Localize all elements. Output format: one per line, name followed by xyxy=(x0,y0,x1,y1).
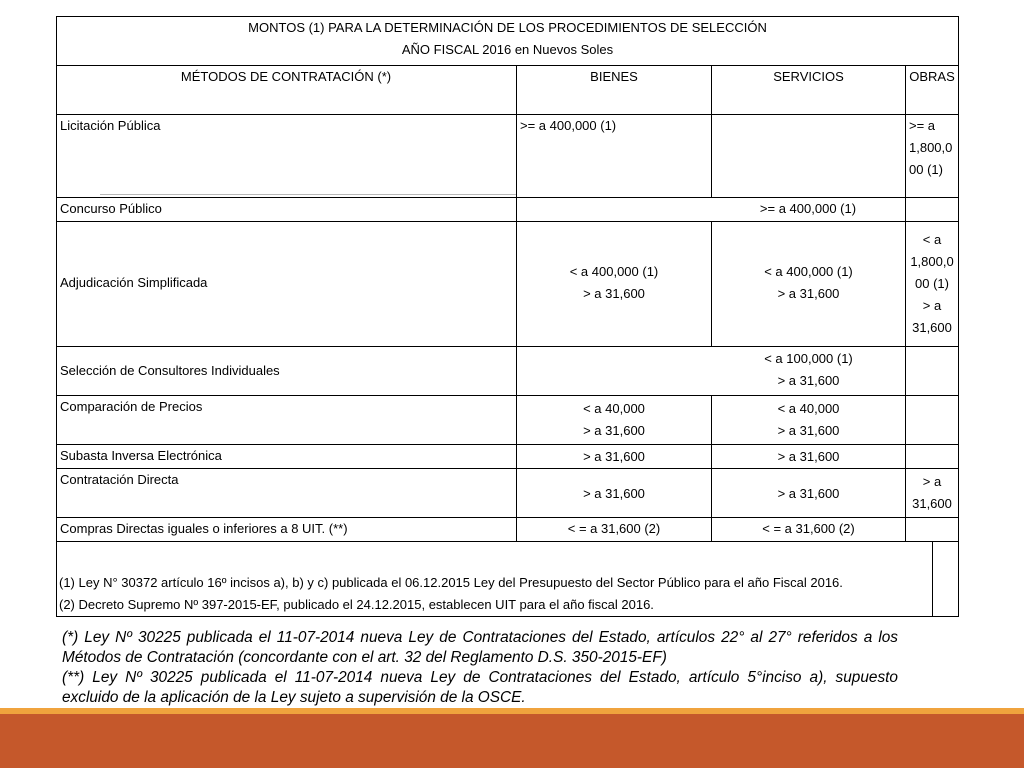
table-border-bottom xyxy=(56,616,959,617)
compras-servicios: < = a 31,600 (2) xyxy=(762,521,855,536)
directa-servicios: > a 31,600 xyxy=(777,486,840,501)
row-label-licitacion: Licitación Pública xyxy=(60,118,161,133)
header-servicios: SERVICIOS xyxy=(773,69,844,84)
adjudicacion-servicios: < a 400,000 (1) > a 31,600 xyxy=(764,264,853,301)
adjudicacion-obras: < a 1,800,0 00 (1) > a 31,600 xyxy=(910,232,954,335)
subasta-bienes: > a 31,600 xyxy=(583,449,645,464)
licitacion-bienes: >= a 400,000 (1) xyxy=(520,118,617,133)
table-note-1: (1) Ley N° 30372 artículo 16º incisos a), b) y c) publicada el 06.12.2015 Ley del Presupuesto del Sector Público para el año Fiscal 2016. xyxy=(59,575,843,590)
table-note-2: (2) Decreto Supremo Nº 397-2015-EF, publicado el 24.12.2015, establecen UIT para el año fiscal 2016. xyxy=(59,597,654,612)
adjudicacion-bienes: < a 400,000 (1) > a 31,600 xyxy=(569,264,659,301)
row-label-subasta: Subasta Inversa Electrónica xyxy=(60,448,222,463)
compras-bienes: < = a 31,600 (2) xyxy=(567,521,661,536)
header-bienes: BIENES xyxy=(590,69,638,84)
header-obras: OBRAS xyxy=(909,69,955,84)
footnote-double-star: (**) Ley Nº 30225 publicada el 11-07-2014 nueva Ley de Contrataciones del Estado, artículo 5°inciso a), supuesto excluido de la aplicación de la Ley sujeto a supervisión de la OSCE. xyxy=(62,669,898,706)
row-label-comparacion: Comparación de Precios xyxy=(60,399,203,414)
header-method: MÉTODOS DE CONTRATACIÓN (*) xyxy=(180,69,392,84)
seleccion-servicios: < a 100,000 (1) > a 31,600 xyxy=(764,351,853,388)
row-label-concurso: Concurso Público xyxy=(60,201,162,216)
row-divider xyxy=(56,346,959,347)
footer-band-thick xyxy=(0,714,1024,768)
title-line-1: MONTOS (1) PARA LA DETERMINACIÓN DE LOS PROCEDIMIENTOS DE SELECCIÓN xyxy=(248,20,767,35)
comparacion-servicios: < a 40,000 > a 31,600 xyxy=(777,401,840,438)
row-label-directa: Contratación Directa xyxy=(60,472,179,487)
row-divider-faint xyxy=(100,194,516,195)
row-label-compras: Compras Directas iguales o inferiores a 8 UIT. (**) xyxy=(60,521,348,536)
row-label-seleccion: Selección de Consultores Individuales xyxy=(60,363,280,378)
row-divider xyxy=(56,541,959,542)
concurso-servicios: >= a 400,000 (1) xyxy=(759,201,857,216)
procurement-thresholds-table xyxy=(56,16,959,617)
footnote-star: (*) Ley Nº 30225 publicada el 11-07-2014 nueva Ley de Contrataciones del Estado, artículos 22° al 27° referidos a los Métodos de Contratación (concordante con el art. 32 del Reglamento D.S. 350-2015-EF) xyxy=(62,629,898,666)
subasta-servicios: > a 31,600 xyxy=(777,449,840,464)
table-border-right xyxy=(958,16,959,617)
row-divider xyxy=(56,221,959,222)
directa-obras: > a 31,600 xyxy=(912,474,952,511)
table-notes xyxy=(56,572,932,616)
directa-bienes: > a 31,600 xyxy=(583,486,645,501)
licitacion-obras: >= a 1,800,0 00 (1) xyxy=(909,118,953,177)
row-label-adjudicacion: Adjudicación Simplificada xyxy=(60,275,208,290)
table-title xyxy=(56,17,959,65)
comparacion-bienes: < a 40,000 > a 31,600 xyxy=(583,401,645,438)
column-divider xyxy=(932,541,933,616)
footer-notes xyxy=(62,628,898,708)
title-line-2: AÑO FISCAL 2016 en Nuevos Soles xyxy=(401,42,614,57)
